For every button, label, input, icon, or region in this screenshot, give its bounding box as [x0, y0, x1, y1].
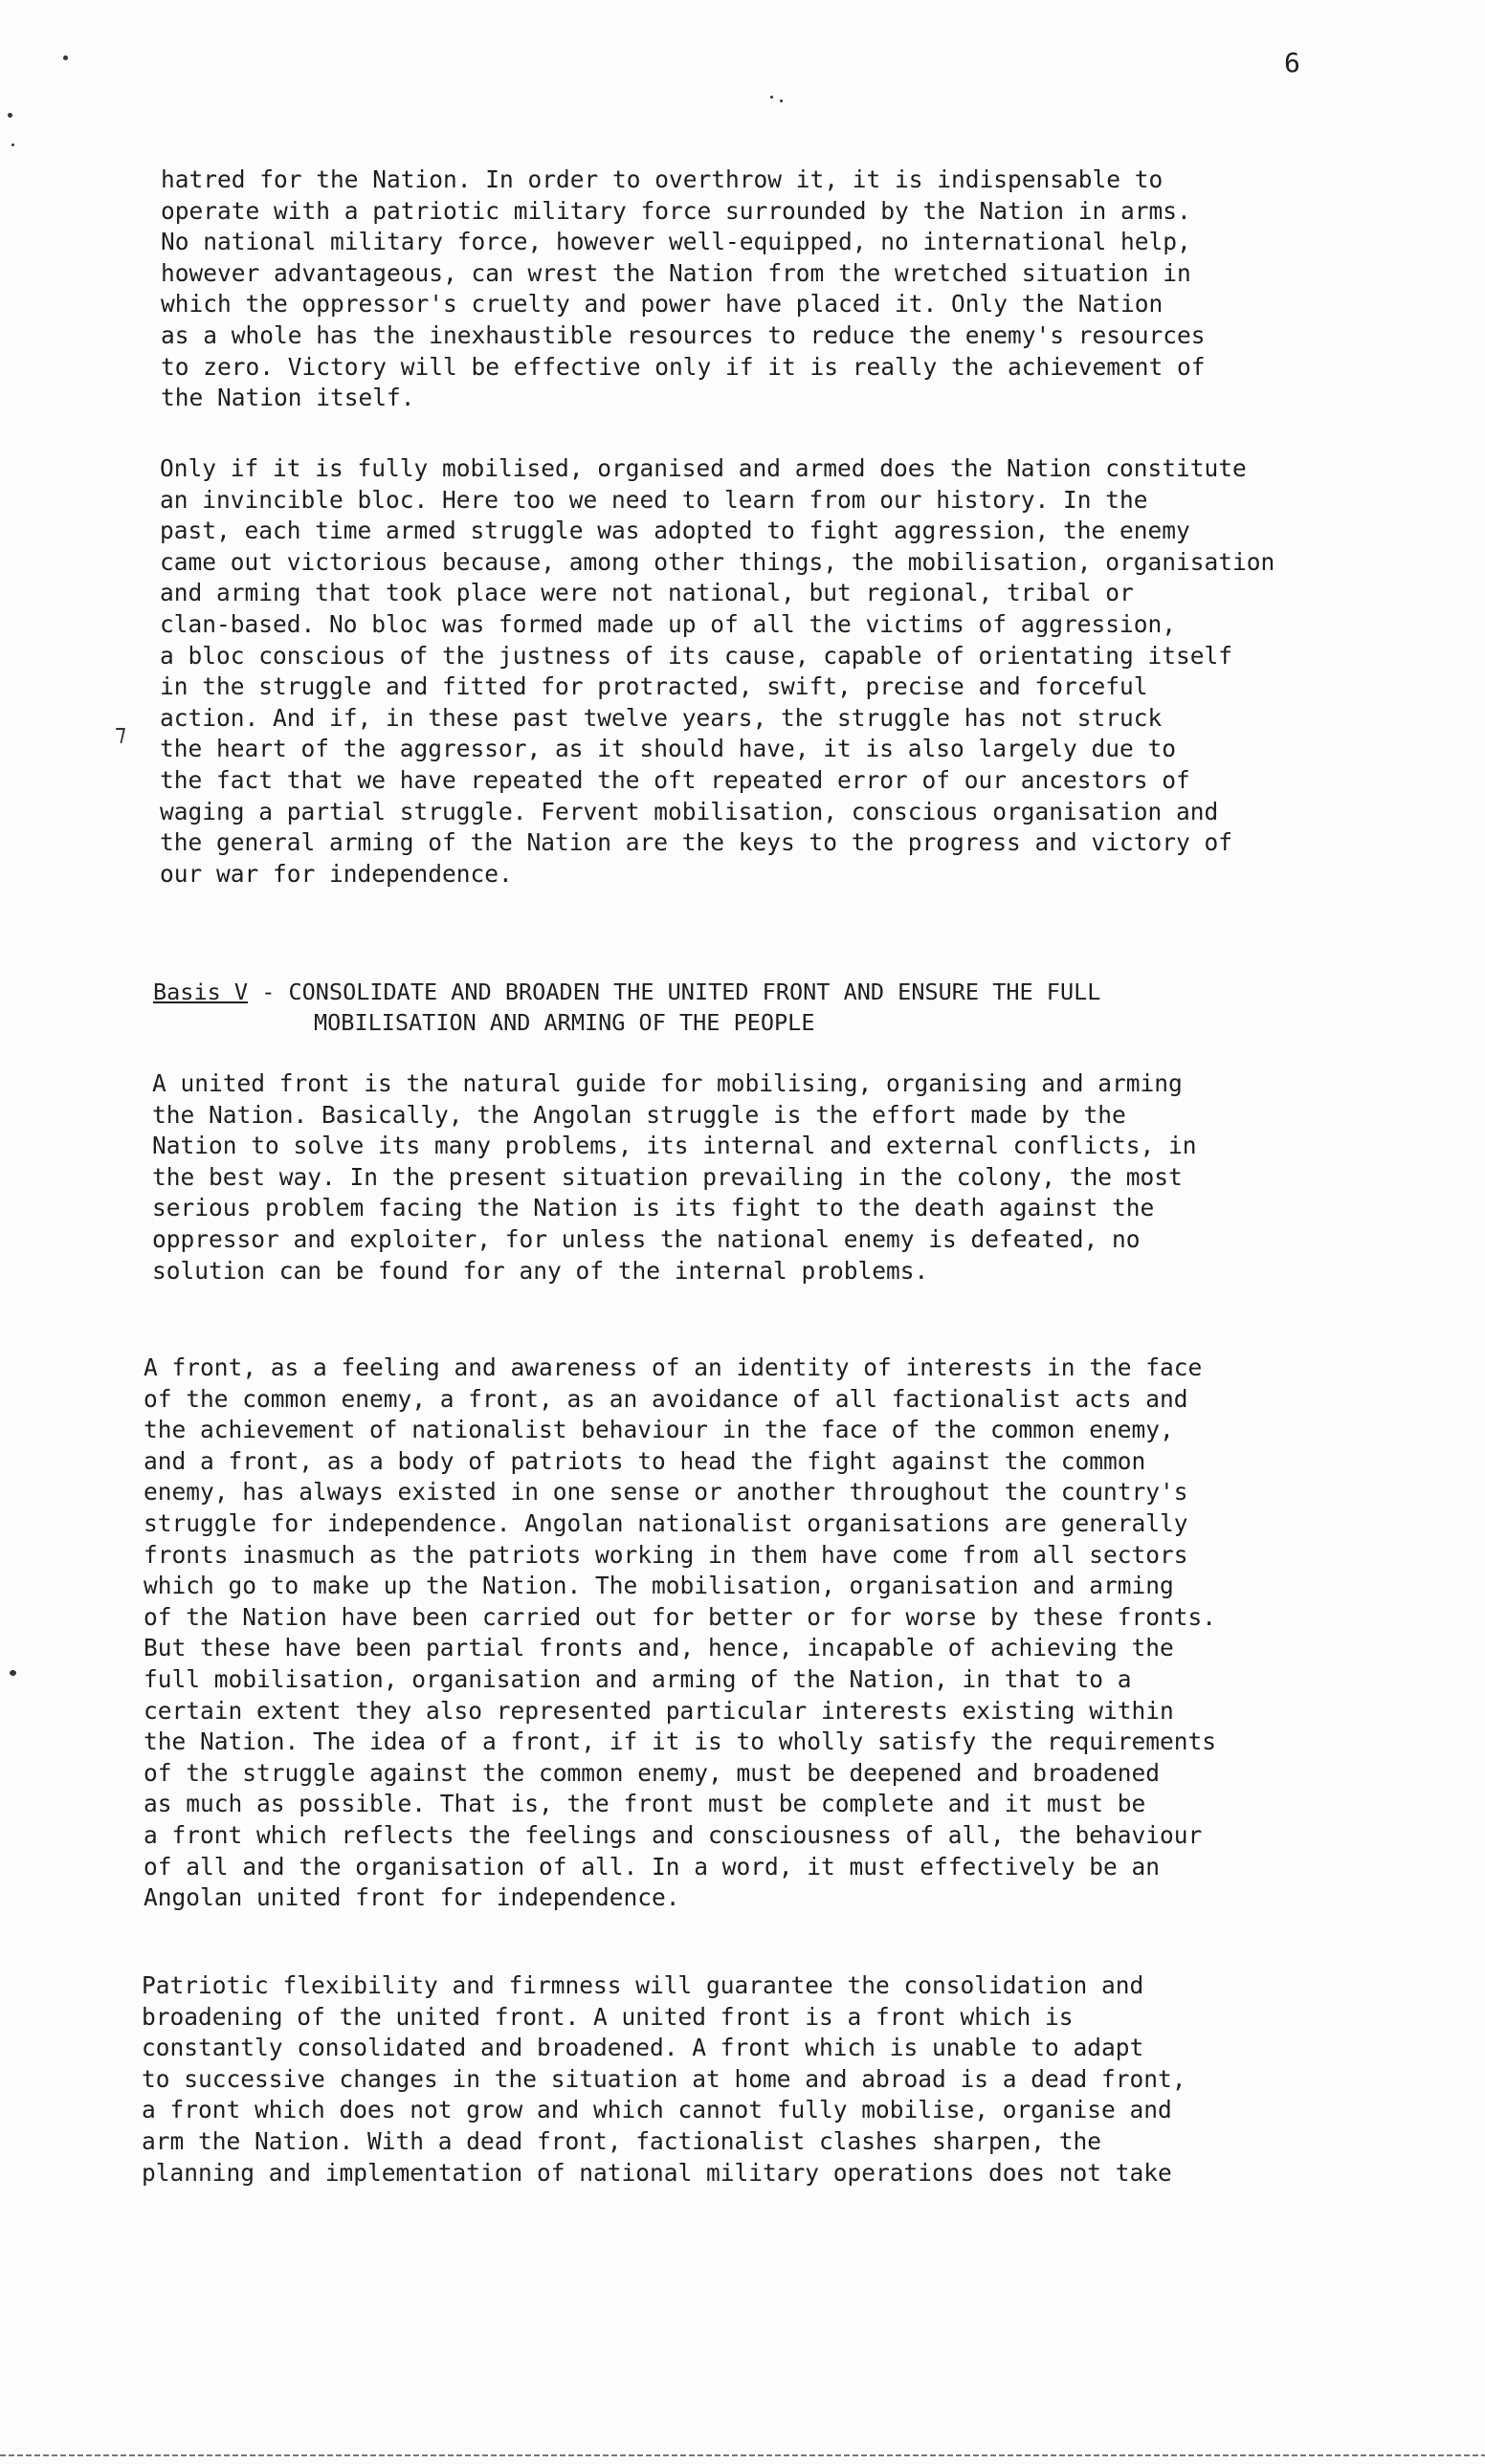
text-line: certain extent they also represented particular interests existing within — [144, 1696, 1174, 1725]
text-line: Patriotic flexibility and firmness will guarantee the consolidation and — [142, 1971, 1144, 1999]
text-line: a front which does not grow and which cannot fully mobilise, organise and — [142, 2096, 1172, 2124]
scan-speck — [780, 99, 783, 102]
text-line: arm the Nation. With a dead front, factionalist clashes sharpen, the — [142, 2126, 1102, 2155]
text-line: But these have been partial fronts and, hence, incapable of achieving the — [144, 1634, 1174, 1662]
heading-line-1 — [153, 977, 1100, 1007]
text-line: constantly consolidated and broadened. A front which is unable to adapt — [142, 2034, 1144, 2062]
section-heading — [153, 977, 1100, 1038]
text-line: the fact that we have repeated the oft repeated error of our ancestors of — [160, 765, 1190, 794]
text-line: and a front, as a body of patriots to head the fight against the common — [144, 1446, 1146, 1475]
text-line: waging a partial struggle. Fervent mobilisation, conscious organisation and — [160, 797, 1219, 825]
text-line: the Nation itself. — [161, 384, 415, 412]
text-line: the Nation. Basically, the Angolan struggle is the effort made by the — [152, 1100, 1126, 1129]
text-line: of all and the organisation of all. In a word, it must effectively be an — [144, 1852, 1161, 1881]
scan-speck — [770, 96, 773, 99]
text-line: struggle for independence. Angolan nationalist organisations are generally — [144, 1508, 1188, 1537]
scan-speck — [10, 1670, 16, 1676]
text-line: to zero. Victory will be effective only if it is really the achievement of — [161, 352, 1206, 381]
text-line: in the struggle and fitted for protracted, swift, precise and forceful — [160, 672, 1148, 701]
text-line: oppressor and exploiter, for unless the national enemy is defeated, no — [152, 1224, 1141, 1253]
text-line: of the struggle against the common enemy, must be deepened and broadened — [144, 1758, 1161, 1787]
heading-title: CONSOLIDATE AND BROADEN THE UNITED FRONT AND ENSURE THE FULL — [288, 979, 1101, 1005]
text-line: past, each time armed struggle was adopted to fight aggression, the enemy — [160, 517, 1190, 545]
text-line: of the Nation have been carried out for better or for worse by these fronts. — [144, 1602, 1217, 1631]
text-line: broadening of the united front. A united front is a front which is — [142, 2002, 1074, 2031]
text-line: fronts inasmuch as the patriots working in them have come from all sectors — [144, 1540, 1188, 1569]
text-line: the best way. In the present situation prevailing in the colony, the most — [152, 1162, 1183, 1191]
page-number: 6 — [1284, 47, 1300, 78]
text-line: an invincible bloc. Here too we need to learn from our history. In the — [160, 485, 1148, 514]
text-line: serious problem facing the Nation is its fight to the death against the — [152, 1194, 1155, 1222]
heading-line-2: MOBILISATION AND ARMING OF THE PEOPLE — [314, 1009, 815, 1036]
text-line: operate with a patriotic military force surrounded by the Nation in arms. — [161, 196, 1191, 225]
text-line: planning and implementation of national military operations does not take — [142, 2158, 1172, 2187]
text-line: as much as possible. That is, the front must be complete and it must be — [144, 1790, 1146, 1818]
text-line: Angolan united front for independence. — [144, 1883, 680, 1912]
scan-speck — [63, 55, 68, 60]
paragraph-2 — [160, 453, 1274, 890]
text-line: No national military force, however well-equipped, no international help, — [161, 228, 1191, 256]
text-line: a front which reflects the feelings and consciousness of all, the behaviour — [144, 1820, 1203, 1849]
text-line: full mobilisation, organisation and arming of the Nation, in that to a — [144, 1664, 1132, 1693]
heading-separator: - — [248, 979, 289, 1005]
text-line: hatred for the Nation. In order to overthrow it, it is indispensable to — [161, 165, 1164, 193]
scan-speck — [11, 143, 14, 146]
text-line: A united front is the natural guide for mobilising, organising and arming — [152, 1069, 1183, 1097]
text-line: the heart of the aggressor, as it should have, it is also largely due to — [160, 735, 1177, 763]
text-line: A front, as a feeling and awareness of an identity of interests in the face — [144, 1353, 1203, 1381]
paragraph-5 — [142, 1970, 1186, 2189]
text-line: to successive changes in the situation at home and abroad is a dead front, — [142, 2064, 1186, 2093]
scan-speck — [8, 113, 12, 118]
text-line: which the oppressor's cruelty and power have placed it. Only the Nation — [161, 290, 1164, 319]
text-line: came out victorious because, among other things, the mobilisation, organisation — [160, 547, 1275, 576]
scan-edge-line — [0, 2454, 1485, 2456]
heading-label: Basis V — [153, 979, 249, 1005]
text-line: however advantageous, can wrest the Nation from the wretched situation in — [161, 258, 1191, 287]
text-line: action. And if, in these past twelve years, the struggle has not struck — [160, 703, 1163, 732]
text-line: the general arming of the Nation are the keys to the progress and victory of — [160, 828, 1233, 857]
text-line: the achievement of nationalist behaviour in the face of the common enemy, — [144, 1416, 1174, 1444]
margin-mark: ⁊ — [115, 719, 126, 746]
text-line: as a whole has the inexhaustible resources to reduce the enemy's resources — [161, 320, 1206, 349]
paragraph-4 — [144, 1353, 1216, 1914]
text-line: Nation to solve its many problems, its internal and external conflicts, in — [152, 1132, 1197, 1160]
text-line: and arming that took place were not national, but regional, tribal or — [160, 579, 1134, 607]
text-line: a bloc conscious of the justness of its cause, capable of orientating itself — [160, 641, 1233, 670]
paragraph-3 — [152, 1068, 1197, 1287]
text-line: clan-based. No bloc was formed made up of all the victims of aggression, — [160, 609, 1177, 638]
text-line: enemy, has always existed in one sense or another throughout the country's — [144, 1478, 1188, 1507]
text-line: solution can be found for any of the internal problems. — [152, 1256, 929, 1285]
text-line: of the common enemy, a front, as an avoidance of all factionalist acts and — [144, 1384, 1188, 1413]
text-line: our war for independence. — [160, 859, 513, 888]
text-line: Only if it is fully mobilised, organised and armed does the Nation constitute — [160, 454, 1247, 482]
text-line: which go to make up the Nation. The mobilisation, organisation and arming — [144, 1572, 1174, 1600]
text-line: the Nation. The idea of a front, if it is to wholly satisfy the requirements — [144, 1727, 1217, 1756]
paragraph-1 — [161, 165, 1206, 414]
